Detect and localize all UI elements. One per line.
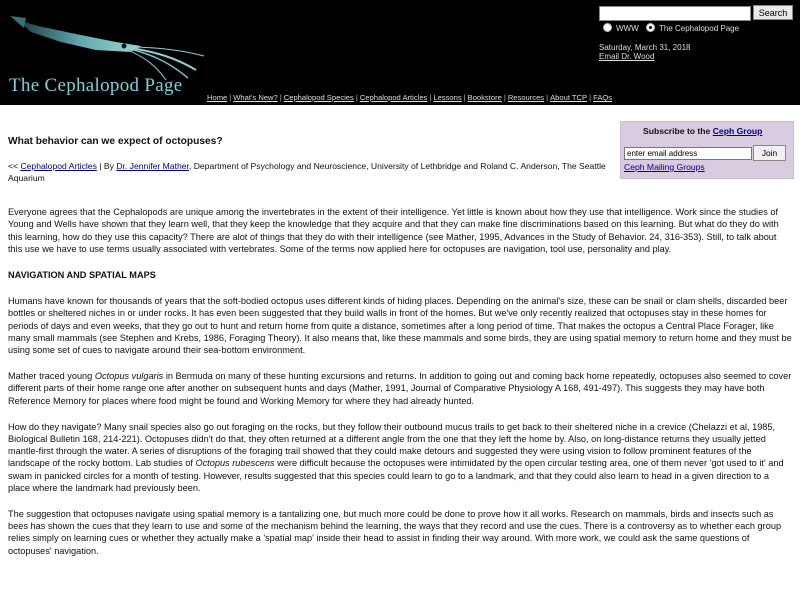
article-content	[8, 136, 792, 571]
species-name: Octopus vulgaris	[94, 371, 164, 382]
intro-paragraph: Everyone agrees that the Cephalopods are unique among the invertebrates in the extent of their intelligence. Yet little is known about how they use that intelligence. Work since the studies of Young and Wells have shown that they learn well, that they keep the knowledge that they acquire and that they can make fine discriminations based on this learning. But what do they do with this learning, how do they use this capacity? There are alot of things that they do with their intelligence (see Mather, 1995, Advances in the Study of Behavior. 24, 316-353). Still, to talk about this use we have to use terms usually associated with vertebrates. Some of the terms now applied here for octopuses are navigation, tool use, personality and play.	[8, 207, 779, 254]
main-navigation	[207, 93, 612, 102]
nav-separator: |	[503, 93, 506, 102]
current-date: Saturday, March 31, 2018	[599, 43, 691, 52]
radio-cephalopod-page-label: The Cephalopod Page	[659, 24, 740, 33]
paragraph-3	[8, 421, 792, 494]
nav-faqs[interactable]: FAQs	[593, 93, 613, 102]
paragraph-2-text: in Bermuda on many of these hunting excursions and returns. In addition to going out and coming back home repeatedly, octopuses also seemed to cover different parts of their home range one after another on subsequent hunts and days (Mather, 1991, Journal of Comparative Physiology A 168, 491-497). This suggests they may have both Reference Memory for places where food might be found and Working Memory for where they had already hunted.	[8, 371, 792, 406]
author-link[interactable]: Dr. Jennifer Mather	[116, 161, 189, 172]
byline-by: | By	[96, 161, 117, 172]
author-affiliation: , Department of Psychology and Neuroscience, University of Lethbridge and Roland C. Anderson, The Seattle Aquarium	[8, 161, 606, 184]
site-title: The Cephalopod Page	[9, 75, 183, 96]
species-name: Octopus rubescens	[195, 458, 275, 469]
nav-bookstore[interactable]: Bookstore	[467, 93, 502, 102]
nav-resources[interactable]: Resources	[507, 93, 545, 102]
radio-cephalopod-page[interactable]	[646, 23, 655, 32]
nav-separator: |	[279, 93, 282, 102]
article-byline	[8, 160, 608, 184]
paragraph-2	[8, 370, 792, 407]
subscribe-title	[643, 126, 762, 136]
nav-separator: |	[546, 93, 549, 102]
nav-whats-new[interactable]: What's New?	[233, 93, 278, 102]
nav-about-tcp[interactable]: About TCP	[550, 93, 588, 102]
nav-separator: |	[589, 93, 592, 102]
email-dr-wood-link[interactable]: Email Dr. Wood	[599, 52, 655, 61]
article-title: What behavior can we expect of octopuses?	[8, 136, 223, 147]
paragraph-4: The suggestion that octopuses navigate using spatial memory is a tantalizing one, but much more could be done to prove how it all works. Research on mammals, birds and insects such as bees has shown the cues that they learn to use and some of the mechanism behind the learning, the ways that they record and use the cues. There is a controversy as to whether each group relies simply on learning cues or whether they actually make a 'spatial map' inside their head to assist in finding their way around. With more work, we could ask the same questions of octopuses' navigation.	[8, 509, 782, 556]
back-arrow-icon: <<	[8, 161, 21, 172]
paragraph-1: Humans have known for thousands of years that the soft-bodied octopus uses different kinds of hiding places. Depending on the animal's size, these can be snail or clam shells, discarded beer bottles or sheltered niches in or under rocks. It has even been suggested that they build walls in front of the homes. But we've only recently realized that octopuses stay in these homes for periods of days and even weeks, that they go out to hunt and return home from quite a distance, sometimes after a long period of time. That makes the octopus a Central Place Forager, like many small mammals (see Stephen and Krebs, 1986, Foraging Theory). It also means that, like these mammals and some birds, they are using spatial memory to return home and they must be using some set of cues to navigate around their sea-bottom environment.	[8, 296, 792, 356]
section-heading: NAVIGATION AND SPATIAL MAPS	[8, 270, 156, 281]
paragraph-3-text: were difficult because the octopuses were intimidated by the open circular testing area, one of them never 'got used to it' and swam in panicked circles for a month of testing. However, results suggested that this species could learn to go to a landmark, and that they could also learn to head in a given direction to a place where the landmark had previously been.	[8, 458, 784, 493]
nav-separator: |	[355, 93, 358, 102]
nav-lessons[interactable]: Lessons	[433, 93, 462, 102]
nav-separator: |	[229, 93, 232, 102]
radio-www-label: WWW	[616, 24, 639, 33]
ceph-group-link[interactable]: Ceph Group	[712, 126, 763, 136]
nav-separator: |	[429, 93, 432, 102]
nav-cephalopod-articles[interactable]: Cephalopod Articles	[359, 93, 428, 102]
search-input[interactable]	[599, 6, 751, 21]
paragraph-2-text: Mather traced young	[8, 371, 95, 382]
paragraph-3-text: How do they navigate? Many snail species also go out foraging on the rocks, but they follow their outbound mucus trails to get back to their sheltered niche in a crevice (Chelazzi et al, 1985, Biological Bulletin 168, 214-221). Octopuses didn't do that, they often returned at a different angle from the one that they left the home by. Also, on long-distance returns they usually jetted mantle-first through the water. A series of disruptions of the foraging trail showed that they could make detours and suggested they were using vision to follow prominent features of the landscape of the rocky bottom. Lab studies of	[8, 421, 776, 469]
nav-separator: |	[463, 93, 466, 102]
subscribe-title-text: Subscribe to the	[643, 126, 713, 136]
cephalopod-articles-link[interactable]: Cephalopod Articles	[20, 161, 97, 172]
search-button[interactable]: Search	[753, 5, 793, 20]
ceph-mailing-groups-link[interactable]: Ceph Mailing Groups	[624, 162, 705, 172]
nav-home[interactable]: Home	[207, 93, 228, 102]
radio-www[interactable]	[603, 23, 612, 32]
nav-cephalopod-species[interactable]: Cephalopod Species	[283, 93, 354, 102]
join-button[interactable]: Join	[753, 145, 786, 161]
squid-logo-icon	[6, 12, 206, 82]
site-header	[0, 0, 800, 105]
